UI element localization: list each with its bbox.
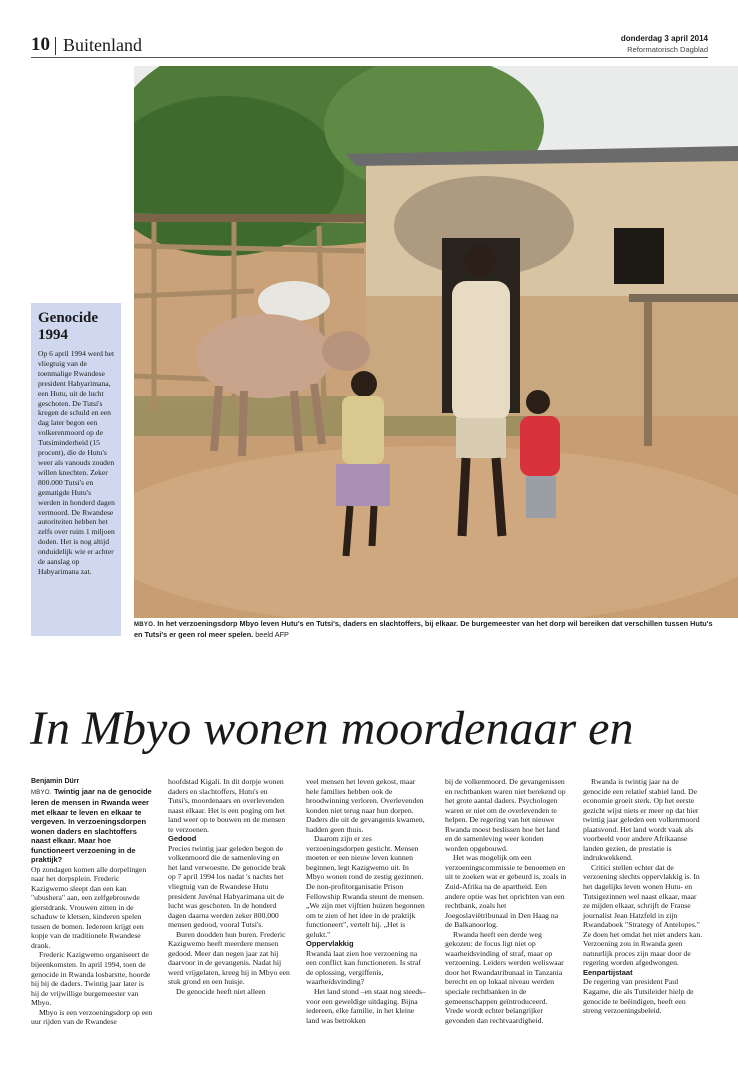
paragraph: Mbyo is een verzoeningsdorp op een uur rijden van de Rwandese xyxy=(31,1007,153,1027)
sidebar-title: Genocide 1994 xyxy=(38,310,98,343)
article-column-2 xyxy=(168,777,290,997)
paragraph: Het was mogelijk om een verzoeningscommissie te benoemen en uit te zoeken wat er gebeurd is, zoals in Zuid-Afrika na de apartheid. Een andere optie was het oprichten van een rechtbank, zoals het Joegoslaviëtribunaal in Den Haag na de Balkanoorlog. xyxy=(445,853,567,930)
paragraph: Precies twintig jaar geleden begon de volkenmoord die de samenleving en het land verwoestte. De genocide brak op 7 april 1994 los nadat 's nachts het vliegtuig van de Rwandese Hutu president Juvénal Habyarimana uit de lucht was geschoten. In de honderd dagen daarna werden zeker 800.000 mensen gedood, vooral Tutsi's. xyxy=(168,843,286,930)
header-divider xyxy=(55,37,56,55)
article-headline: In Mbyo wonen moordenaar en xyxy=(30,702,634,755)
paragraph: veel mensen het leven gekost, maar hele families hebben ook de broodwinning verloren. Overlevenden konden niet terug naar hun dorpen. Daders die uit de gevangenis kwamen, hadden geen thuis. xyxy=(306,777,425,834)
paragraph: Daarom zijn er zes verzoeningsdorpen gesticht. Mensen moeten er een nieuw leven kunnen beginnen, legt Kazigwemo uit. In Mbyo wonen rond de zestig gezinnen. De non-profitorganisatie Prison Fellowship Rwanda steunt de mensen. „We zijn met vijftien huizen begonnen om te zien of het idee in de praktijk functioneert", vertelt hij. „Het is gelukt." xyxy=(306,834,425,939)
article-column-4 xyxy=(445,777,567,1025)
paragraph: Rwanda is twintig jaar na de genocide een relatief stabiel land. De economie groeit sterk. Op het eerste gezicht wijst niets er meer op dat hier twintig jaar geleden een volkenmoord plaatsvond. Het land wordt vaak als voorbeeld voor andere Afrikaanse landen gezien, de prestatie is indrukwekkend. xyxy=(583,777,700,863)
subheading: Gedood xyxy=(168,834,197,844)
paragraph: Frederic Kazigwemo organiseert de bijeenkomsten. In april 1994, toen de genocide in Rwanda losbarstte, hoorde hij bij de daders. Twintig jaar later is hij de vrijwillige burgemeester van Mbyo. xyxy=(31,950,151,1008)
issue-date: donderdag 3 april 2014 xyxy=(620,34,708,43)
section-title: Buitenland xyxy=(63,35,142,55)
subheading: Oppervlakkig xyxy=(306,939,354,949)
article-column-5 xyxy=(583,777,705,1016)
subheading: Eenpartijstaat xyxy=(583,967,633,977)
paragraph: De regering van president Paul Kagame, die als Tutsileider hielp de genocide te beëindigen, heeft een streng verzoeningsbeleid. xyxy=(583,977,694,1016)
paragraph: Het land stond –en staat nog steeds– voor een geweldige uitdaging. Bijna iedereen, elke familie, in het kleine land was betrokken xyxy=(306,987,426,1025)
article-intro xyxy=(31,787,153,865)
intro-text: Twintig jaar na de genocide leren de mensen in Rwanda weer met elkaar te leven en elkaar te vergeven. In verzoeningsdorpen wonen daders en slachtoffers naast elkaar. Maar hoe functioneert verzoening in de praktijk? xyxy=(31,786,152,865)
header-rule xyxy=(31,57,708,58)
paragraph: Rwanda laat zien hoe verzoening na een conflict kan functioneren. Is straf de oplossing, vergiffenis, waarheidsvinding? xyxy=(306,948,421,987)
paragraph: Op zondagen komen alle dorpelingen naar het dorpsplein. Frederic Kazigwemo sleept dan een kan "ubushera" aan, een zelfgebrouwde gierstdrank. Vrouwen zitten in de schaduw te kletsen, kinderen spelen tussen de bomen. Iedereen krijgt een kopje van de traditionele Rwandese drank. xyxy=(31,864,147,950)
photo-credit: beeld AFP xyxy=(255,630,289,639)
page-number: 10 xyxy=(31,34,50,55)
paragraph: Rwanda heeft een derde weg gekozen: de focus ligt niet op waarheidsvinding of straf, maar op verzoening. Leiders werden weliswaar door het Rwandatribunaal in Tanzania berecht en op lokaal niveau werden speciale rechtbanken in de gemeenschappen geïntroduceerd. Vrede wordt echter belangrijker gevonden dan rechtvaardigheid. xyxy=(445,929,564,1025)
intro-lead: MBYO. xyxy=(31,789,52,796)
article-column-1 xyxy=(31,777,153,1027)
paragraph: hoofdstad Kigali. In dit dorpje wonen daders en slachtoffers, Hutu's en Tutsi's, moordenaars en overlevenden naast elkaar. Het is een poging om het land weer op te bouwen en de mensen te verzoenen. xyxy=(168,777,286,834)
article-column-3 xyxy=(306,777,428,1025)
byline: Benjamin Dürr xyxy=(31,778,80,785)
caption-text: In het verzoeningsdorp Mbyo leven Hutu's en Tutsi's, daders en slachtoffers, bij elkaar. De burgemeester van het dorp wil bereiken dat verschillen tussen Hutu's en Tutsi's er geen rol meer spelen. xyxy=(134,619,713,639)
sidebar-genocide-1994 xyxy=(31,303,121,636)
newspaper-name: Reformatorisch Dagblad xyxy=(627,45,708,54)
photo-caption xyxy=(134,619,714,640)
article-photo xyxy=(134,66,738,618)
paragraph: bij de volkenmoord. De gevangenissen en rechtbanken waren niet berekend op het grote aantal daders. Psychologen waren er niet om de overlevenden te helpen. De regering van het nieuwe Rwanda moest beslissen hoe het land en de samenleving weer konden worden opgebouwd. xyxy=(445,777,566,853)
paragraph: Buren doodden hun buren. Frederic Kazigwemo heeft meerdere mensen gedood. Meer dan negen jaar zat hij daarvoor in de gevangenis. Nadat hij werd vrijgelaten, kreeg hij in Mbyo een stuk grond en een huisje. xyxy=(168,929,290,987)
sidebar-text: Op 6 april 1994 werd het vliegtuig van de toenmalige Rwandese president Habyarimana, een Hutu, uit de lucht geschoten. De Tutsi's kregen de schuld en een dag later begon een volkerenmoord op de Tutsiminderheid (15 procent), die de Hutu's weer als vanouds zouden willen knechten. Zeker 800.000 Tutsi's en gematigde Hutu's werden in honderd dagen vermoord. De Rwandese autoriteiten hebben het zelfs over ruim 1 miljoen doden. Het is nog altijd onduidelijk wie er achter de aanslag op Habyarimana zat. xyxy=(38,349,115,576)
paragraph: De genocide heeft niet alleen xyxy=(176,987,266,997)
caption-lead: MBYO. xyxy=(134,622,156,628)
paragraph: Critici stellen echter dat de verzoening slechts oppervlakkig is. In het dagelijks leven wonen Hutu- en Tutsigezinnen wel naast elkaar, maar ze mijden elkaar, schrijft de Franse journalist Jean Hatzfeld in zijn Rwandaboek "Strategy of Antelopes." Ze doen het omdat het niet anders kan. Verzoening zou in Rwanda geen natuurlijk proces zijn maar door de regering worden afgedwongen. xyxy=(583,862,703,968)
